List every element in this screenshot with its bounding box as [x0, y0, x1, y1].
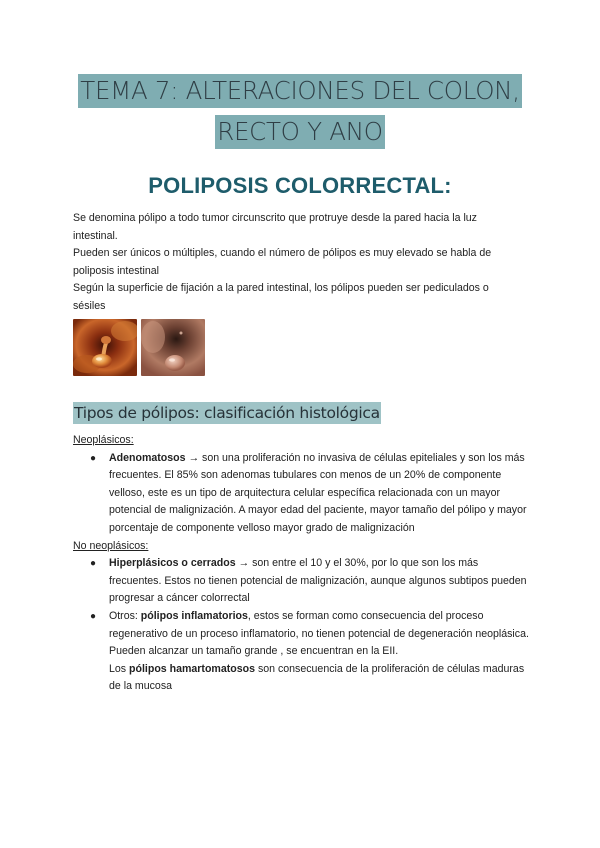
- pedunculated-polyp-image: [73, 319, 137, 376]
- arrow: →: [235, 557, 253, 570]
- term: pólipos inflamatorios: [140, 609, 248, 622]
- bullet-icon: ●: [90, 452, 97, 464]
- intro-paragraph: Se denomina pólipo a todo tumor circunscrito que protruye desde la pared hacia la luz intestinal.: [73, 212, 477, 242]
- sessile-polyp-image: [141, 319, 205, 376]
- category-label-neoplastic: Neoplásicos:: [73, 434, 134, 446]
- neoplastic-list: [73, 450, 533, 538]
- description: son consecuencia de la proliferación de células maduras de la mucosa: [109, 662, 525, 693]
- title-line-1: TEMA 7: ALTERACIONES DEL COLON,: [78, 74, 521, 108]
- list-item: [73, 450, 533, 538]
- list-item: [73, 608, 533, 696]
- title-line-2: RECTO Y ANO: [215, 115, 384, 149]
- subheading-polyp-types: Tipos de pólipos: clasificación histológica: [74, 404, 380, 422]
- term: Adenomatosos: [109, 451, 186, 464]
- description: son una proliferación no invasiva de células epiteliales y son los más frecuentes. El 85% son adenomas tubulares con menos de un 20% de componente velloso, este es un tipo de arquitectura celular específica relacionada con un mayor potencial de malignización. A mayor edad del paciente, mayor tamaño del pólipo y mayor porcentaje de componente velloso mayor grado de malignización: [109, 451, 527, 534]
- section-title: POLIPOSIS COLORRECTAL:: [148, 173, 452, 198]
- hamartomatous-note: [109, 661, 533, 696]
- description: son entre el 10 y el 30%, por lo que son los más frecuentes. Estos no tienen potencial de malignización, aunque algunos subtipos pueden progresar a cáncer colorrectal: [109, 557, 527, 605]
- term: pólipos hamartomatosos: [129, 662, 255, 675]
- prefix: Los: [109, 662, 130, 675]
- prefix: Otros:: [109, 609, 141, 622]
- category-label-non-neoplastic: No neoplásicos:: [73, 539, 149, 552]
- intro-paragraph: Según la superficie de fijación a la pared intestinal, los pólipos pueden ser pediculados o sésiles: [73, 282, 489, 312]
- bullet-icon: ●: [90, 558, 97, 570]
- term: Hiperplásicos o cerrados: [109, 557, 236, 570]
- polyp-classification: [73, 432, 533, 696]
- non-neoplastic-list: [73, 555, 533, 696]
- list-item: [73, 555, 533, 608]
- intro-text: [73, 210, 523, 316]
- intro-paragraph: Pueden ser únicos o múltiples, cuando el número de pólipos es muy elevado se habla de poliposis intestinal: [73, 247, 492, 277]
- arrow: →: [185, 451, 203, 464]
- bullet-icon: ●: [90, 610, 97, 622]
- description: , estos se forman como consecuencia del proceso regenerativo de un proceso inflamatorio, no tienen potencial de degeneración neoplásica. Pueden alcanzar un tamaño grande , se encuentran en la EII.: [109, 609, 529, 658]
- document-title: [0, 74, 600, 149]
